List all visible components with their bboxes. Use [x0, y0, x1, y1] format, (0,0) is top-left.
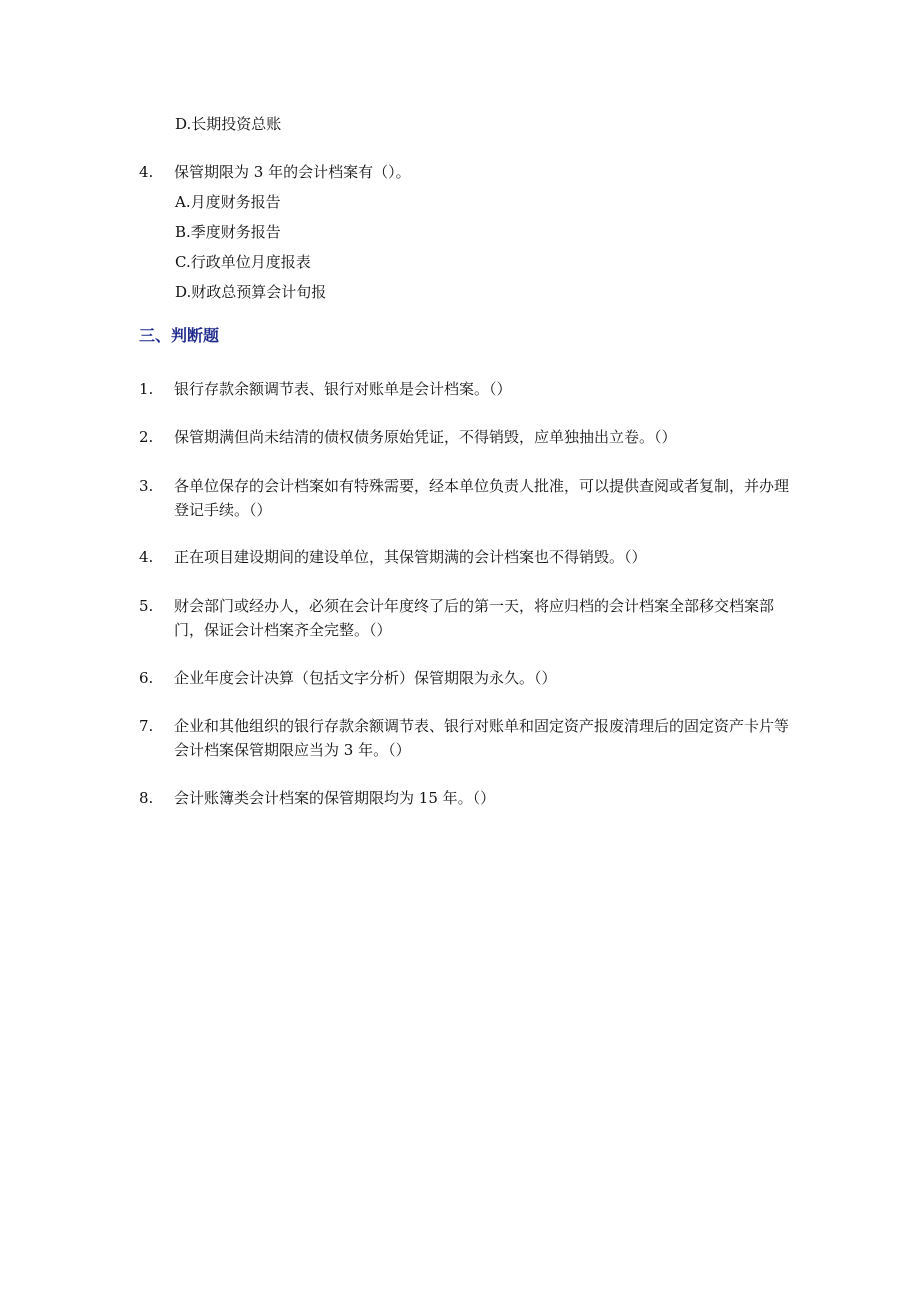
judgment-text: 会计账簿类会计档案的保管期限均为 15 年。（）: [174, 789, 496, 807]
section-heading: 三、判断题: [139, 326, 220, 345]
question-4-option-d: D.财政总预算会计旬报: [175, 283, 327, 301]
question-number: 4.: [139, 163, 154, 181]
judgment-number: 3.: [139, 477, 154, 495]
judgment-text: 财会部门或经办人，必须在会计年度终了后的第一天，将应归档的会计档案全部移交档案部门，保证会计档案齐全完整。（）: [174, 597, 775, 639]
judgment-text: 各单位保存的会计档案如有特殊需要，经本单位负责人批准，可以提供查阅或者复制，并办理登记手续。（）: [174, 477, 790, 519]
judgment-number: 2.: [139, 428, 154, 446]
question-text: 保管期限为 3 年的会计档案有（）。: [174, 163, 411, 181]
judgment-number: 7.: [139, 717, 154, 735]
judgment-number: 6.: [139, 669, 154, 687]
judgment-number: 4.: [139, 548, 154, 566]
question-4-option-b: B.季度财务报告: [175, 223, 281, 241]
judgment-text: 保管期满但尚未结清的债权债务原始凭证，不得销毁，应单独抽出立卷。（）: [174, 428, 677, 446]
judgment-text: 企业年度会计决算（包括文字分析）保管期限为永久。（）: [174, 669, 557, 687]
judgment-number: 8.: [139, 789, 154, 807]
judgment-number: 1.: [139, 380, 154, 398]
judgment-text: 银行存款余额调节表、银行对账单是会计档案。（）: [174, 380, 512, 398]
judgment-text: 正在项目建设期间的建设单位，其保管期满的会计档案也不得销毁。（）: [174, 548, 647, 566]
question-4-option-c: C.行政单位月度报表: [175, 253, 311, 271]
previous-question-option-d: D.长期投资总账: [175, 115, 282, 133]
judgment-number: 5.: [139, 597, 154, 615]
judgment-text: 企业和其他组织的银行存款余额调节表、银行对账单和固定资产报废清理后的固定资产卡片等会计档案保管期限应当为 3 年。（）: [174, 717, 790, 759]
question-4-option-a: A.月度财务报告: [175, 193, 281, 211]
